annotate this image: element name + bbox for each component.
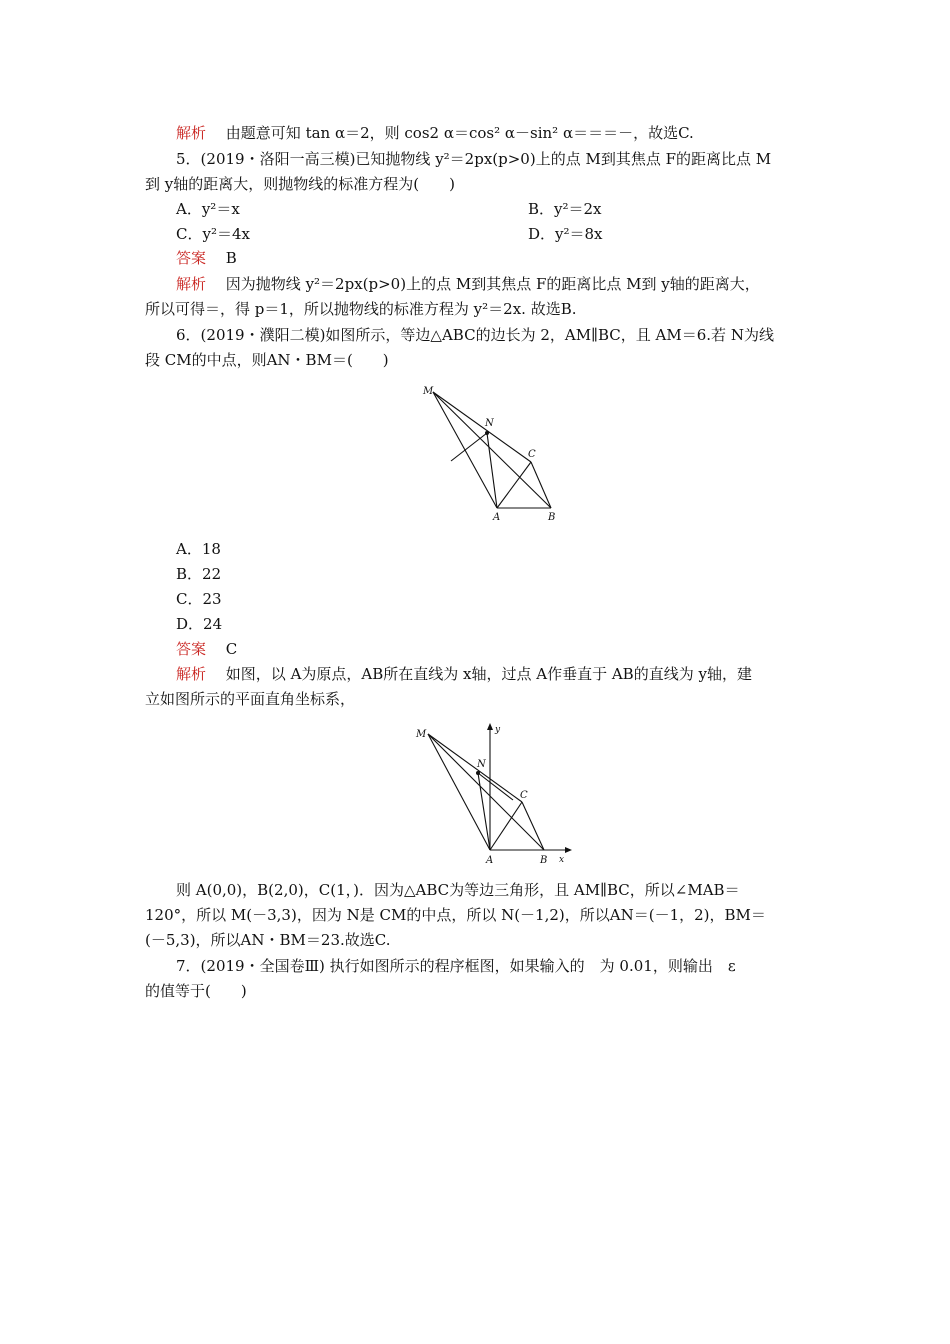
q5-options-row1 [176,199,776,219]
figure-triangle-2 [410,720,585,870]
q6-after-line2: 120°，所以 M(－3,3)，因为 N是 CM的中点，所以 N(－1,2)，所以AN＝(－1，2)，BM＝ [145,906,766,924]
q6-stem-line2: 段 CM的中点，则AN・BM＝( ) [145,351,389,369]
answer-value: C [225,640,238,658]
analysis-text: 由题意可知 tan α＝2，则 cos2 α＝cos² α－sin² α＝＝＝－，故选C. [225,124,694,142]
label-a: A [493,512,501,523]
q6-option-d: D．24 [176,615,223,633]
q6-option-b: B．22 [176,565,222,583]
q6-stem-line1: 6．(2019・濮阳二模)如图所示，等边△ABC的边长为 2，AM∥BC，且 AM＝6.若 N为线 [176,326,774,344]
analysis-label: 解析 [176,124,207,142]
q5-stem-line2: 到 y轴的距离大，则抛物线的标准方程为( ) [145,175,455,193]
q6-analysis-line2: 立如图所示的平面直角坐标系， [145,690,356,708]
q5-stem-line1: 5．(2019・洛阳一高三模)已知抛物线 y²＝2px(p>0)上的点 M到其焦点 F的距离比点 M [176,150,772,168]
analysis-text: 因为抛物线 y²＝2px(p>0)上的点 M到其焦点 F的距离比点 M到 y轴的距离大， [225,275,760,293]
q5-options-row2 [176,224,776,244]
label-a: A [486,855,494,866]
q5-option-a: A．y²＝x [176,200,240,218]
label-b: B [540,855,548,866]
analysis-label: 解析 [176,275,207,293]
label-b: B [548,512,556,523]
q7-stem-line1: 7．(2019・全国卷Ⅲ) 执行如图所示的程序框图，如果输入的 为 0.01，则输出 ε [176,957,736,975]
q6-after-line3: (－5,3)，所以AN・BM＝23.故选C. [145,931,391,949]
answer-label: 答案 [176,249,207,267]
point-n-dot [476,771,480,775]
label-y-axis: y [495,725,501,735]
q6-analysis-line1 [176,664,846,684]
label-c: C [528,449,536,460]
q5-option-d: D．y²＝8x [528,225,603,243]
q5-answer [176,248,846,268]
figure-triangle-1 [415,382,575,527]
q6-after-line1: 则 A(0,0)，B(2,0)，C(1，)．因为△ABC为等边三角形，且 AM∥BC，所以∠MAB＝ [176,881,740,899]
q6-option-a: A．18 [176,540,221,558]
label-n: N [477,759,486,770]
q6-option-c: C．23 [176,590,222,608]
q7-stem-line2: 的值等于( ) [145,982,247,1000]
q6-answer [176,639,846,659]
analysis-label: 解析 [176,665,207,683]
answer-label: 答案 [176,640,207,658]
answer-value: B [225,249,237,267]
label-m: M [423,386,434,397]
q4-analysis [176,123,846,143]
analysis-text: 如图，以 A为原点，AB所在直线为 x轴，过点 A作垂直于 AB的直线为 y轴，建 [225,665,752,683]
label-m: M [416,729,427,740]
x-axis-arrow-icon [565,847,572,853]
q5-analysis-line1 [176,274,846,294]
label-x-axis: x [559,855,565,865]
q5-analysis-line2: 所以可得＝，得 p＝1，所以抛物线的标准方程为 y²＝2x. 故选B. [145,300,577,318]
q5-option-c: C．y²＝4x [176,225,250,243]
point-n-dot [485,431,489,435]
q5-option-b: B．y²＝2x [528,200,602,218]
label-c: C [520,790,528,801]
label-n: N [485,418,494,429]
y-axis-arrow-icon [487,723,493,730]
